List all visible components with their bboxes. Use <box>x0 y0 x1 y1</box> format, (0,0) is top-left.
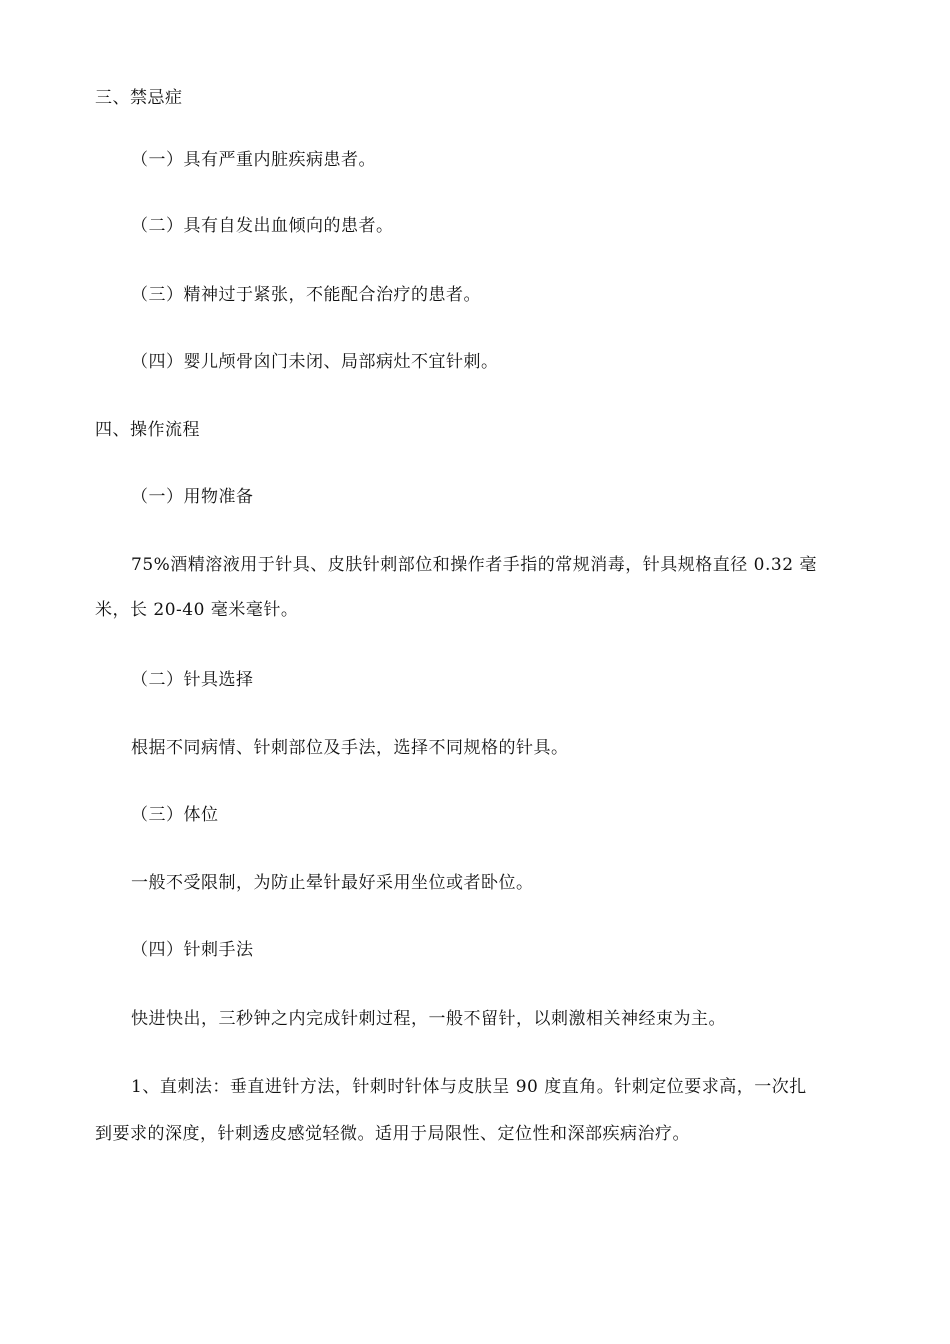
paragraph-direct-line2: 到要求的深度，针刺透皮感觉轻微。适用于局限性、定位性和深部疾病治疗。 <box>95 1124 690 1144</box>
paragraph-needle-selection: 根据不同病情、针刺部位及手法，选择不同规格的针具。 <box>131 738 569 758</box>
paragraph-direct-line1: 1、直刺法：垂直进针方法，针刺时针体与皮肤呈 90 度直角。针刺定位要求高，一次扎 <box>131 1077 807 1097</box>
contraindication-item-4: （四）婴儿颅骨囟门未闭、局部病灶不宜针刺。 <box>131 352 499 372</box>
contraindication-item-1: （一）具有严重内脏疾病患者。 <box>131 150 376 170</box>
subheading-supplies: （一）用物准备 <box>131 487 254 507</box>
subheading-technique: （四）针刺手法 <box>131 940 254 960</box>
paragraph-technique: 快进快出，三秒钟之内完成针刺过程，一般不留针，以刺激相关神经束为主。 <box>131 1009 726 1029</box>
paragraph-position: 一般不受限制，为防止晕针最好采用坐位或者卧位。 <box>131 873 534 893</box>
section-heading-contraindications: 三、禁忌症 <box>95 88 183 108</box>
paragraph-supplies-line1: 75%酒精溶液用于针具、皮肤针刺部位和操作者手指的常规消毒，针具规格直径 0.32 毫 <box>131 555 817 575</box>
paragraph-supplies-line2: 米，长 20-40 毫米毫针。 <box>95 600 299 620</box>
contraindication-item-2: （二）具有自发出血倾向的患者。 <box>131 216 394 236</box>
section-heading-procedure: 四、操作流程 <box>95 420 200 440</box>
subheading-position: （三）体位 <box>131 805 219 825</box>
subheading-needle-selection: （二）针具选择 <box>131 670 254 690</box>
contraindication-item-3: （三）精神过于紧张，不能配合治疗的患者。 <box>131 285 481 305</box>
